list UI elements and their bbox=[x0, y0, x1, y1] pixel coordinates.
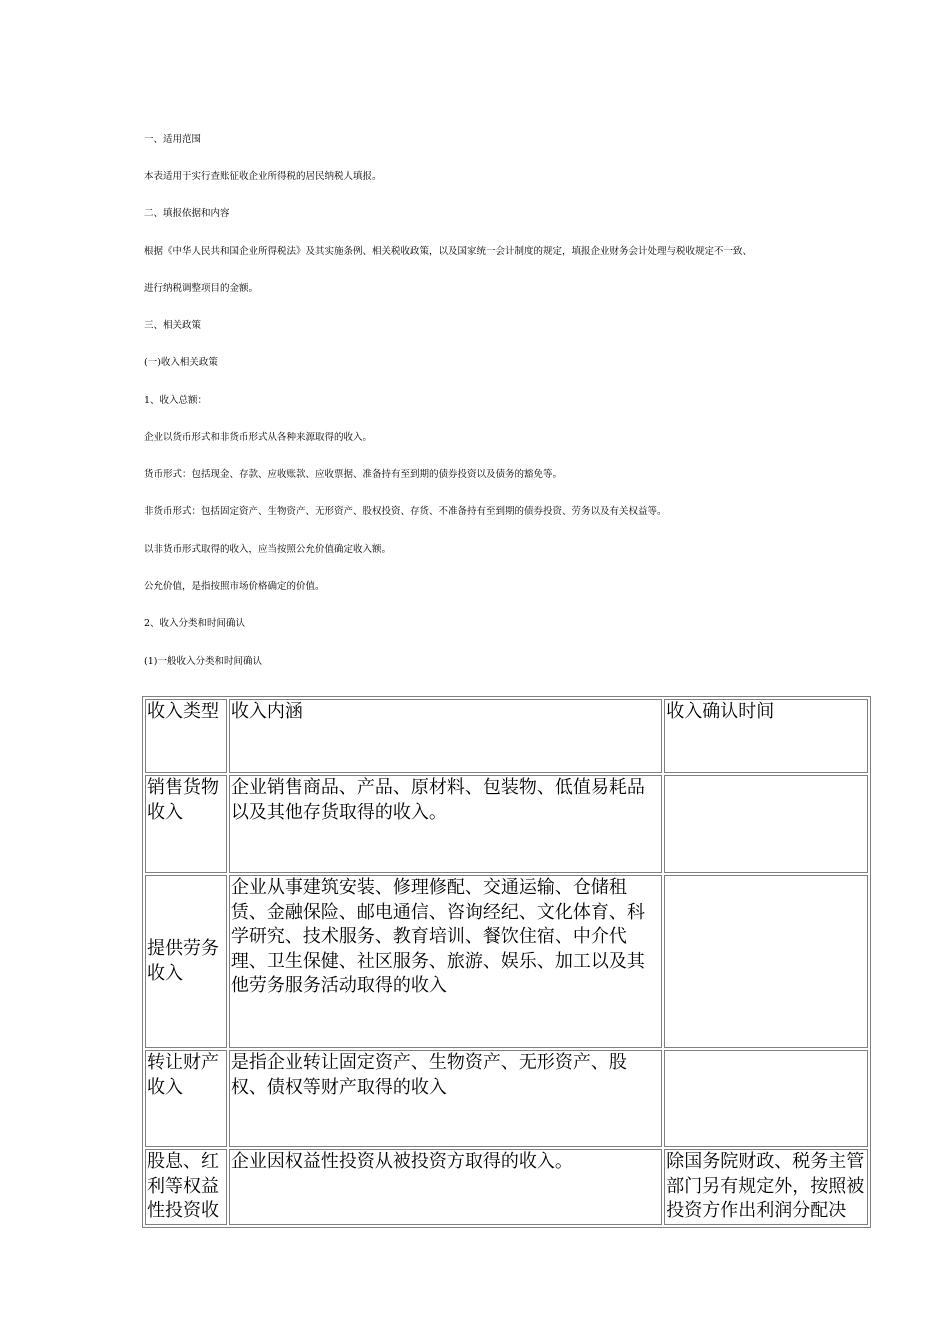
paragraph-monetary: 货币形式：包括现金、存款、应收账款、应收票据、准备持有至到期的债券投资以及债务的豁免等。 bbox=[144, 469, 563, 480]
cell-recognition-time bbox=[664, 775, 868, 873]
paragraph-non-monetary: 非货币形式：包括固定资产、生物资产、无形资产、股权投资、存货、不准备持有至到期的债券投资、劳务以及有关权益等。 bbox=[144, 506, 667, 517]
paragraph-income-sources: 企业以货币形式和非货币形式从各种来源取得的收入。 bbox=[144, 432, 373, 443]
table-row bbox=[145, 1050, 868, 1147]
subheading-income-policy: (一)收入相关政策 bbox=[144, 357, 218, 368]
cell-recognition-time bbox=[664, 875, 868, 1048]
cell-income-content: 企业销售商品、产品、原材料、包装物、低值易耗品以及其他存货取得的收入。 bbox=[229, 775, 662, 873]
header-income-content: 收入内涵 bbox=[229, 699, 662, 773]
header-income-type: 收入类型 bbox=[145, 699, 227, 773]
cell-income-content: 企业因权益性投资从被投资方取得的收入。 bbox=[229, 1149, 662, 1225]
cell-income-content: 企业从事建筑安装、修理修配、交通运输、仓储租赁、金融保险、邮电通信、咨询经纪、文化体育、科学研究、技术服务、教育培训、餐饮住宿、中介代理、卫生保健、社区服务、旅游、娱乐、加工以及其他劳务服务活动取得的收入 bbox=[229, 875, 662, 1048]
cell-recognition-time bbox=[664, 1050, 868, 1147]
paragraph-fair-value-def: 公允价值，是指按照市场价格确定的价值。 bbox=[144, 581, 325, 592]
paragraph-scope: 本表适用于实行查账征收企业所得税的居民纳税人填报。 bbox=[144, 171, 382, 182]
item-heading-total-income: 1、收入总额： bbox=[144, 395, 208, 406]
cell-recognition-time: 除国务院财政、税务主管部门另有规定外，按照被投资方作出利润分配决 bbox=[664, 1149, 868, 1225]
table-row bbox=[145, 775, 868, 873]
header-recognition-time: 收入确认时间 bbox=[664, 699, 868, 773]
table-row bbox=[145, 875, 868, 1048]
table-header-row bbox=[145, 699, 868, 773]
table-row bbox=[145, 1149, 868, 1225]
subitem-heading-general: (1)一般收入分类和时间确认 bbox=[144, 656, 262, 667]
cell-income-type: 销售货物收入 bbox=[145, 775, 227, 873]
paragraph-basis-line1: 根据《中华人民共和国企业所得税法》及其实施条例、相关税收政策，以及国家统一会计制度的规定，填报企业财务会计处理与税收规定不一致、 bbox=[144, 246, 753, 257]
section-heading-basis: 二、填报依据和内容 bbox=[144, 208, 230, 219]
item-heading-classification: 2、收入分类和时间确认 bbox=[144, 618, 246, 629]
cell-income-content: 是指企业转让固定资产、生物资产、无形资产、股权、债权等财产取得的收入 bbox=[229, 1050, 662, 1147]
cell-income-type: 股息、红利等权益性投资收 bbox=[145, 1149, 227, 1225]
income-classification-table bbox=[142, 696, 871, 1228]
paragraph-fair-value-rule: 以非货币形式取得的收入，应当按照公允价值确定收入额。 bbox=[144, 544, 392, 555]
paragraph-basis-line2: 进行纳税调整项目的金额。 bbox=[144, 283, 259, 294]
section-heading-policy: 三、相关政策 bbox=[144, 320, 202, 331]
cell-income-type: 转让财产收入 bbox=[145, 1050, 227, 1147]
section-heading-scope: 一、适用范围 bbox=[144, 134, 202, 145]
cell-income-type: 提供劳务收入 bbox=[145, 875, 227, 1048]
